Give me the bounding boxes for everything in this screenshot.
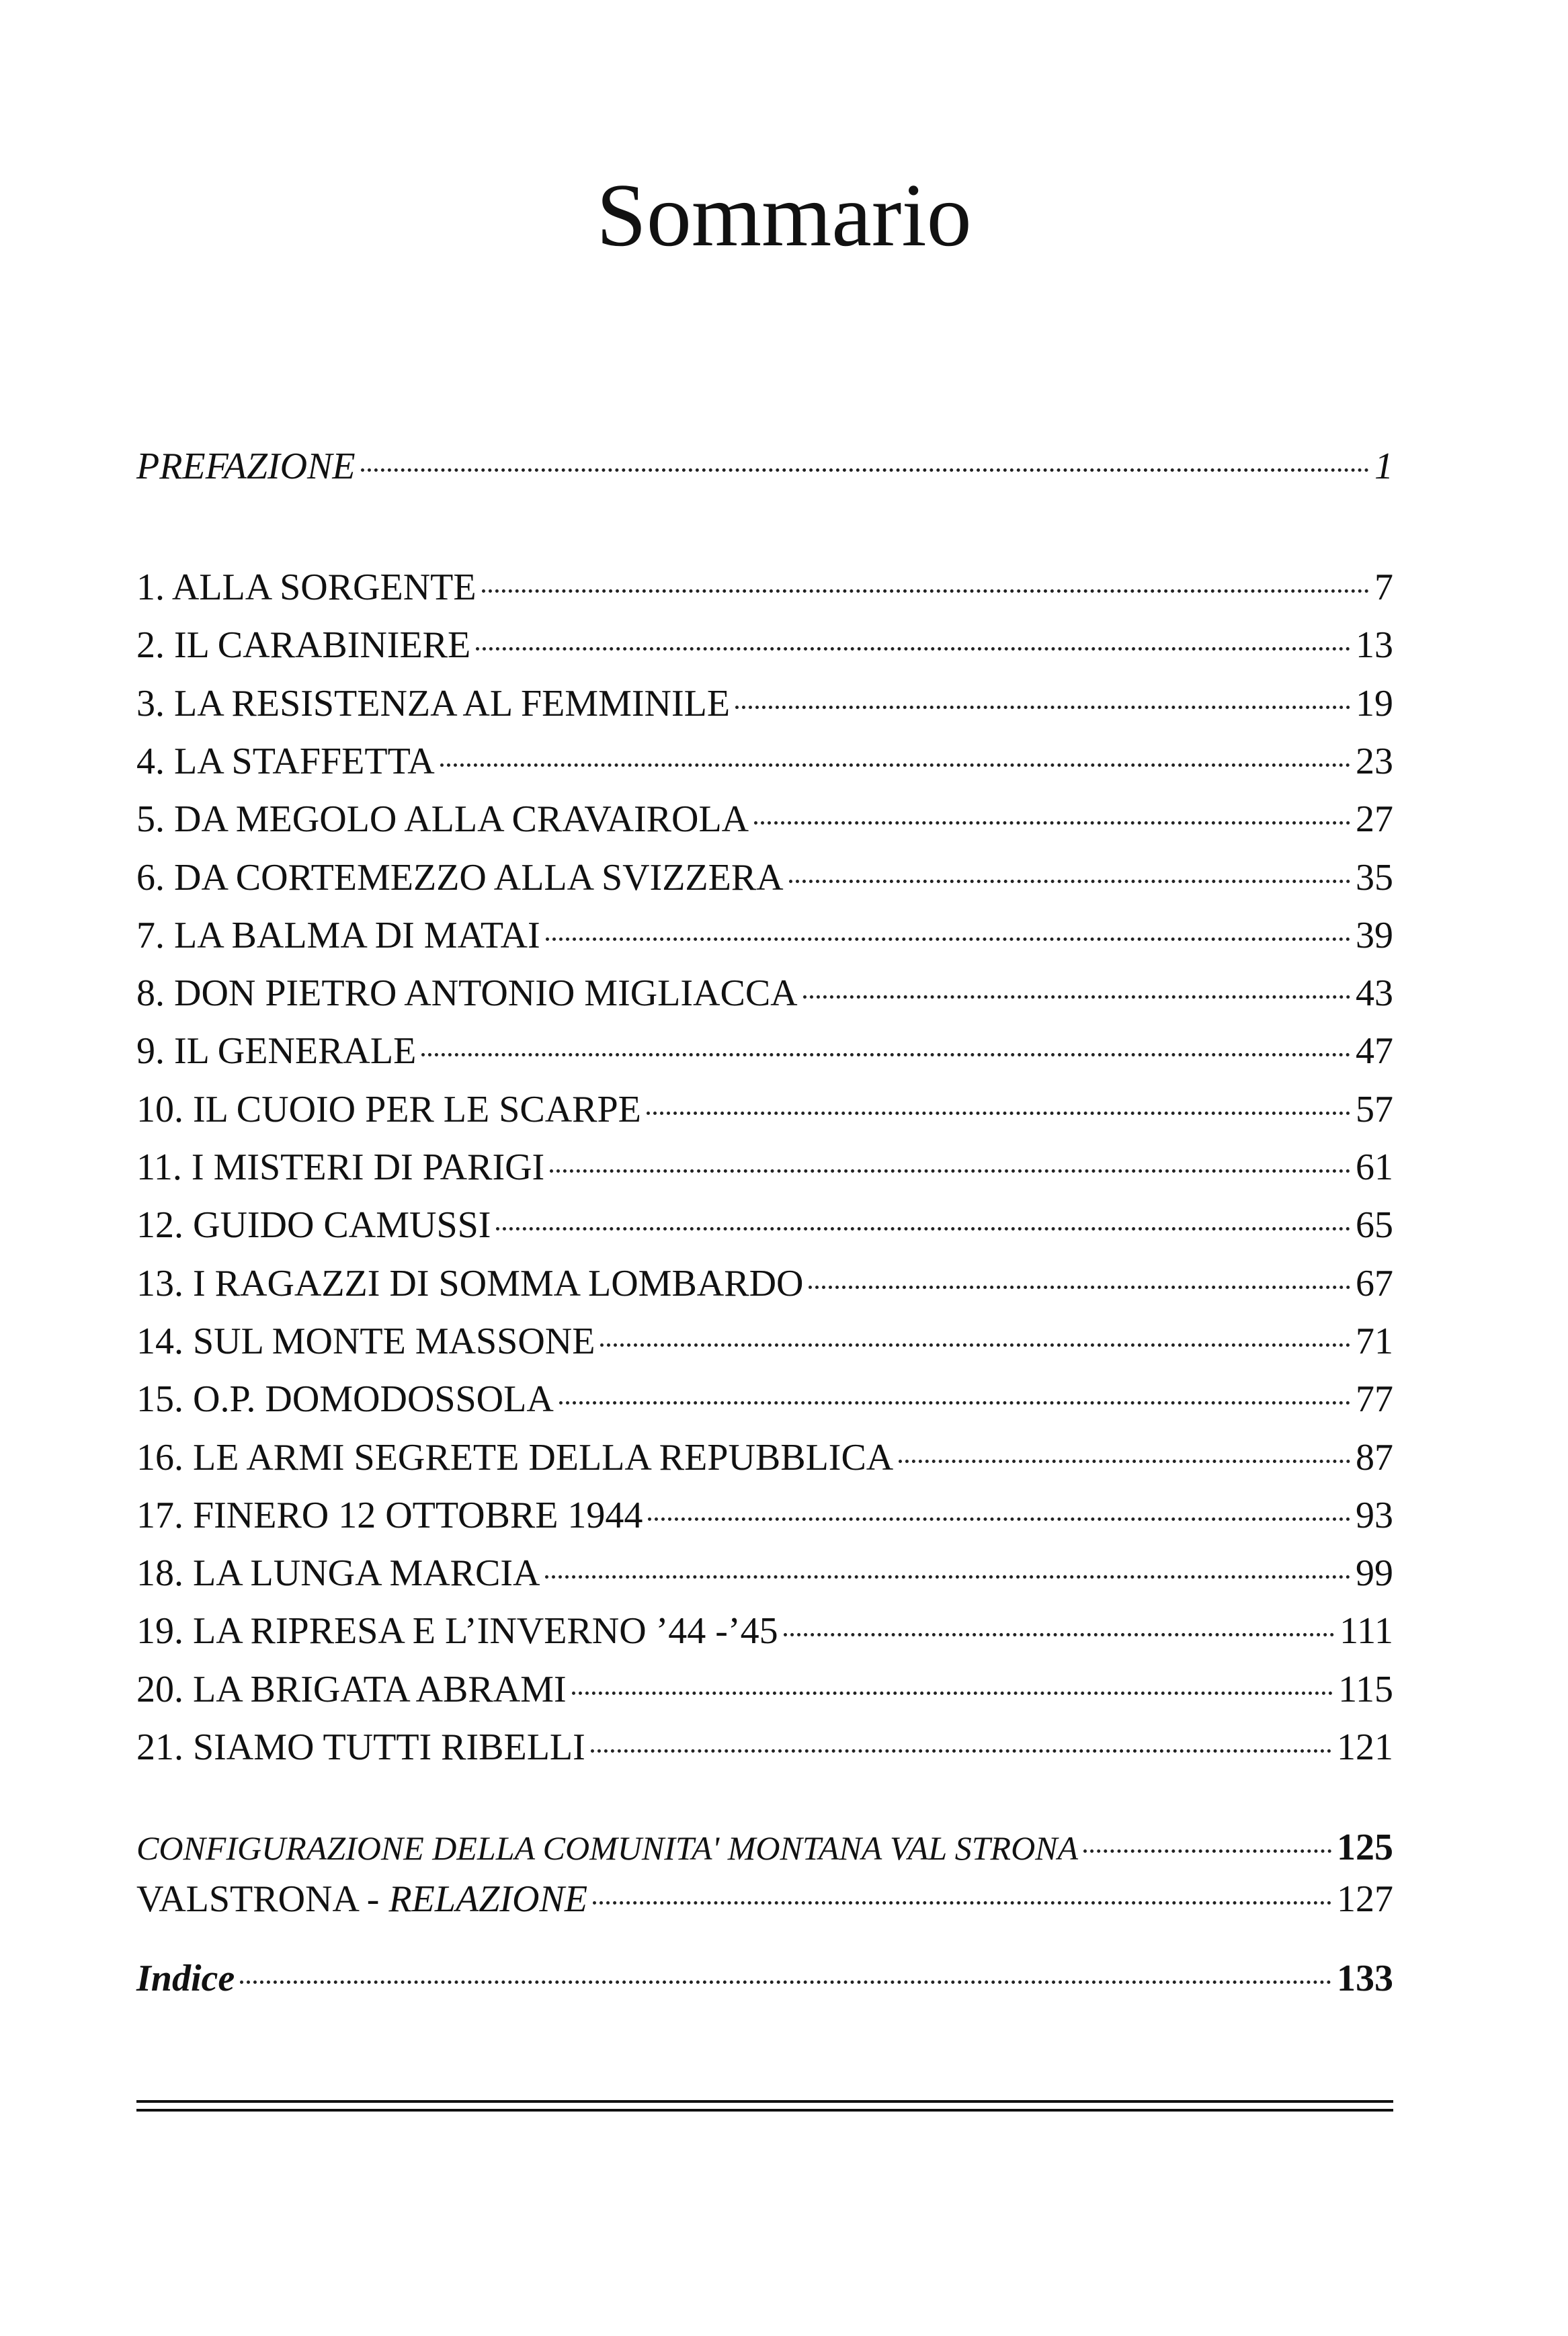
toc-entry-indice [136,1954,1393,2003]
toc-page-number: 1 [1374,446,1393,487]
toc-entry-preface [136,442,1393,491]
toc-page-number: 115 [1338,1669,1393,1710]
dot-leader [754,821,1350,825]
toc-label: 16. LE ARMI SEGRETE DELLA REPUBBLICA [136,1437,894,1478]
dot-leader [482,589,1369,593]
toc-page-number: 99 [1356,1552,1393,1594]
dot-leader [784,1633,1335,1636]
dot-leader [421,1053,1350,1056]
dot-leader [546,937,1350,941]
toc-label-prefix: VALSTRONA - [136,1878,389,1920]
toc-page-number: 43 [1356,972,1393,1014]
dot-leader [809,1286,1350,1289]
toc-entry-chapter [136,853,1393,902]
toc-page-number: 127 [1337,1878,1393,1920]
page-title: Sommario [596,165,972,265]
toc-page-number: 125 [1337,1827,1393,1868]
toc-entry-chapter [136,1317,1393,1366]
toc-entry-chapter [136,1433,1393,1482]
toc-entry-chapter [136,911,1393,960]
dot-leader [1083,1849,1331,1853]
toc-label: 5. DA MEGOLO ALLA CRAVAIROLA [136,798,749,840]
toc-label: 18. LA LUNGA MARCIA [136,1552,540,1594]
toc-page-number: 87 [1356,1437,1393,1478]
toc-entry-chapter [136,737,1393,786]
toc-label: 15. O.P. DOMODOSSOLA [136,1378,554,1420]
toc-label: 14. SUL MONTE MASSONE [136,1321,595,1362]
toc-entry-chapter [136,1491,1393,1540]
dot-leader [803,995,1350,999]
dot-leader [648,1517,1350,1521]
toc-label: 3. LA RESISTENZA AL FEMMINILE [136,683,731,724]
toc-page-number: 35 [1356,857,1393,899]
toc-page-number: 111 [1339,1610,1393,1652]
dot-leader [647,1112,1350,1115]
toc-label: 12. GUIDO CAMUSSI [136,1204,491,1246]
toc-label-italic: RELAZIONE [388,1878,588,1920]
toc-entry-chapter [136,1723,1393,1771]
dot-leader [440,763,1350,767]
toc-page-number: 61 [1356,1146,1393,1188]
toc-label: 9. IL GENERALE [136,1030,417,1072]
toc-page-number: 121 [1337,1726,1393,1768]
toc-page-number: 65 [1356,1204,1393,1246]
toc-entry-valstrona [136,1875,1393,1923]
dot-leader [593,1901,1331,1905]
toc-label: 6. DA CORTEMEZZO ALLA SVIZZERA [136,857,784,899]
bottom-rule-bottom [136,2109,1393,2112]
dot-leader [545,1575,1350,1579]
toc-page-number: 67 [1356,1263,1393,1304]
dot-leader [591,1749,1331,1753]
toc-label: 21. SIAMO TUTTI RIBELLI [136,1726,585,1768]
toc-label: 1. ALLA SORGENTE [136,567,477,608]
toc-page-number: 27 [1356,798,1393,840]
toc-label: 13. I RAGAZZI DI SOMMA LOMBARDO [136,1263,804,1304]
toc-entry-chapter [136,969,1393,1017]
toc-entry-chapter [136,1665,1393,1714]
toc-label: CONFIGURAZIONE DELLA COMUNITA' MONTANA VAL STRONA [136,1829,1079,1867]
dot-leader [899,1460,1350,1463]
toc-label: 4. LA STAFFETTA [136,741,435,782]
dot-leader [572,1692,1333,1695]
toc-label: 7. LA BALMA DI MATAI [136,915,540,956]
toc-label: 17. FINERO 12 OTTOBRE 1944 [136,1495,643,1536]
toc-entry-chapter [136,621,1393,669]
toc-entry-chapter [136,1375,1393,1423]
toc-page-number: 93 [1356,1495,1393,1536]
toc-entry-chapter [136,1085,1393,1134]
dot-leader [600,1343,1350,1347]
toc-page-number: 7 [1374,567,1393,608]
toc-label: 10. IL CUOIO PER LE SCARPE [136,1089,641,1130]
toc-label: Indice [136,1958,235,1999]
toc-page-number: 47 [1356,1030,1393,1072]
dot-leader [476,647,1350,651]
toc-label: 8. DON PIETRO ANTONIO MIGLIACCA [136,972,798,1014]
toc-page-number: 39 [1356,915,1393,956]
toc-page-number: 77 [1356,1378,1393,1420]
toc-entry-chapter [136,1027,1393,1075]
toc-label: 11. I MISTERI DI PARIGI [136,1146,545,1188]
dot-leader [789,880,1350,883]
toc-label: 19. LA RIPRESA E L’INVERNO ’44 -’45 [136,1610,778,1652]
dot-leader [550,1169,1350,1173]
dot-leader [496,1227,1350,1230]
toc-entry-chapter [136,1143,1393,1192]
toc-page-number: 19 [1356,683,1393,724]
toc-entry-chapter [136,1607,1393,1655]
dot-leader [735,706,1350,709]
toc-page-number: 57 [1356,1089,1393,1130]
toc-entry-chapter [136,679,1393,728]
toc-entry-chapter [136,795,1393,843]
toc-entry-chapter [136,563,1393,612]
toc-page-number: 71 [1356,1321,1393,1362]
toc-entry-chapter [136,1259,1393,1308]
toc-label: 20. LA BRIGATA ABRAMI [136,1669,567,1710]
toc-entry-configurazione [136,1823,1393,1872]
bottom-rule-top [136,2100,1393,2103]
toc-entry-chapter [136,1549,1393,1597]
toc-page-number: 23 [1356,741,1393,782]
toc-label [136,1875,587,1923]
dot-leader [361,468,1369,472]
dot-leader [559,1401,1350,1405]
toc-label: PREFAZIONE [136,446,356,487]
dot-leader [240,1980,1331,1984]
toc-label: 2. IL CARABINIERE [136,624,471,666]
toc-entry-chapter [136,1201,1393,1249]
toc-page-number: 13 [1356,624,1393,666]
toc-page-number: 133 [1337,1958,1393,1999]
